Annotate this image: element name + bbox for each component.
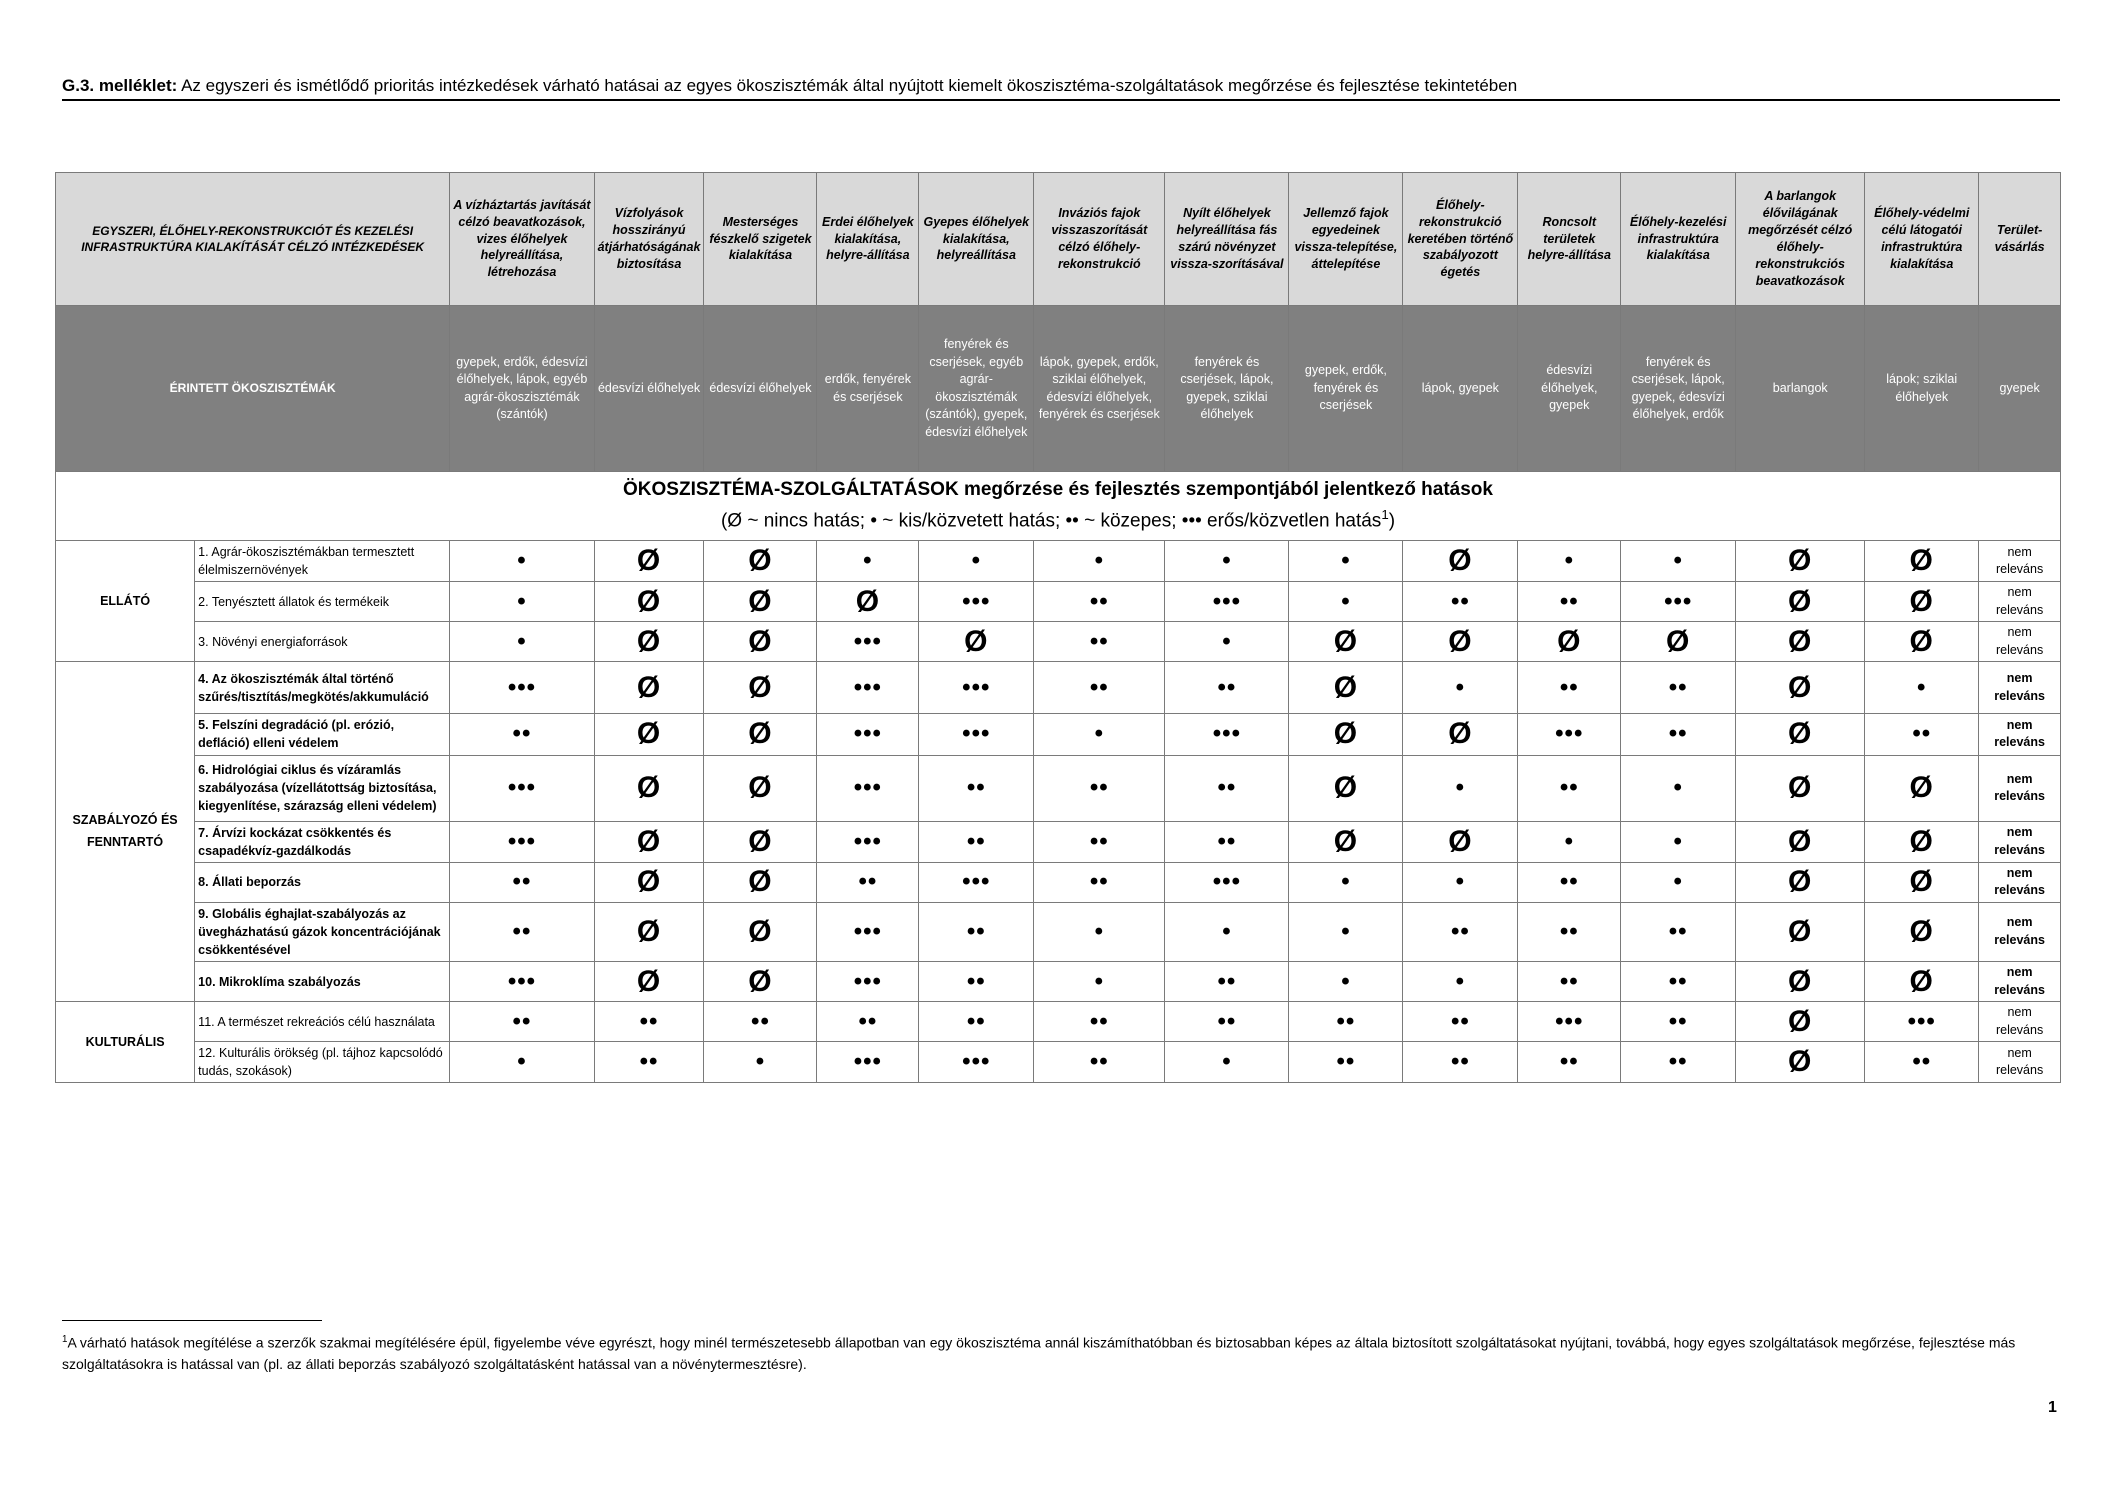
impact-cell: Ø xyxy=(1403,714,1518,755)
measure-header: Inváziós fajok visszaszorítását célzó élőhely-rekonstrukció xyxy=(1034,173,1165,306)
impact-cell: •• xyxy=(1289,1042,1403,1083)
impact-cell: Ø xyxy=(1289,662,1403,714)
impact-cell: Ø xyxy=(704,541,817,582)
impact-cell: Ø xyxy=(594,662,704,714)
impact-cell: Ø xyxy=(1403,541,1518,582)
service-label: 1. Agrár-ökoszisztémákban termesztett élelmiszernövények xyxy=(195,541,450,582)
impact-cell: Ø xyxy=(1736,662,1865,714)
impact-cell: •• xyxy=(704,1002,817,1042)
impact-cell: •• xyxy=(450,714,594,755)
impact-cell: Ø xyxy=(594,714,704,755)
impact-cell: Ø xyxy=(919,622,1034,662)
impact-cell: • xyxy=(450,622,594,662)
measures-corner-header: EGYSZERI, ÉLŐHELY-REKONSTRUKCIÓT ÉS KEZELÉSI INFRASTRUKTÚRA KIALAKÍTÁSÁT CÉLZÓ INTÉZKEDÉSEK xyxy=(56,173,450,306)
impact-cell: Ø xyxy=(594,755,704,821)
impact-cell: • xyxy=(1289,541,1403,582)
impact-cell: Ø xyxy=(594,582,704,622)
impact-cell: Ø xyxy=(817,582,919,622)
impact-cell: •• xyxy=(450,1002,594,1042)
impact-cell: ••• xyxy=(817,1042,919,1083)
impact-cell: •• xyxy=(1034,1042,1165,1083)
impact-cell: Ø xyxy=(704,662,817,714)
impact-cell: • xyxy=(1289,862,1403,902)
impact-cell: Ø xyxy=(1865,622,1979,662)
service-label: 5. Felszíni degradáció (pl. erózió, defláció) elleni védelem xyxy=(195,714,450,755)
impact-cell: ••• xyxy=(1165,714,1289,755)
impact-cell: •• xyxy=(919,902,1034,961)
impact-cell: •• xyxy=(919,962,1034,1002)
impact-cell: • xyxy=(1403,755,1518,821)
table-row xyxy=(56,821,2061,862)
impact-cell: • xyxy=(1165,622,1289,662)
title-text: Az egyszeri és ismétlődő prioritás intézkedések várható hatásai az egyes ökoszisztémák által nyújtott kiemelt ökoszisztéma-szolgáltatások megőrzése és fejlesztése tekintetében xyxy=(177,76,1518,95)
impact-cell: • xyxy=(1034,541,1165,582)
ecosystem-cell: gyepek, erdők, fenyérek és cserjések xyxy=(1289,306,1403,472)
impact-cell: • xyxy=(1289,962,1403,1002)
table-row xyxy=(56,1002,2061,1042)
impact-cell: Ø xyxy=(1518,622,1621,662)
impact-cell: ••• xyxy=(919,662,1034,714)
impact-cell: ••• xyxy=(817,714,919,755)
table-row xyxy=(56,902,2061,961)
title-lead: G.3. melléklet: xyxy=(62,76,178,95)
impact-cell: nem releváns xyxy=(1979,962,2061,1002)
measure-header: Terület-vásárlás xyxy=(1979,173,2061,306)
ecosystem-cell: lápok, gyepek xyxy=(1403,306,1518,472)
table-row xyxy=(56,962,2061,1002)
impact-cell: • xyxy=(1621,541,1736,582)
impact-cell: Ø xyxy=(1736,622,1865,662)
impact-cell: Ø xyxy=(1865,582,1979,622)
impact-cell: •• xyxy=(1518,582,1621,622)
impact-cell: Ø xyxy=(1736,862,1865,902)
impact-cell: ••• xyxy=(817,821,919,862)
legend-banner xyxy=(56,472,2061,541)
table-row xyxy=(56,714,2061,755)
measure-header: Gyepes élőhelyek kialakítása, helyreállítása xyxy=(919,173,1034,306)
impact-cell: Ø xyxy=(1865,821,1979,862)
impact-cell: • xyxy=(450,582,594,622)
impact-cell: •• xyxy=(1034,755,1165,821)
impact-cell: Ø xyxy=(704,902,817,961)
impact-cell: Ø xyxy=(1865,962,1979,1002)
impact-cell: •• xyxy=(1034,622,1165,662)
impact-cell: •• xyxy=(1621,962,1736,1002)
impact-cell: ••• xyxy=(817,902,919,961)
page-title xyxy=(62,76,2060,101)
impact-cell: •• xyxy=(1518,902,1621,961)
impact-cell: • xyxy=(704,1042,817,1083)
impact-cell: •• xyxy=(1165,821,1289,862)
service-label: 2. Tenyésztett állatok és termékeik xyxy=(195,582,450,622)
impact-cell: •• xyxy=(1518,662,1621,714)
measure-header: Nyílt élőhelyek helyreállítása fás szárú növényzet vissza-szorításával xyxy=(1165,173,1289,306)
impact-cell: Ø xyxy=(594,622,704,662)
service-label: 8. Állati beporzás xyxy=(195,862,450,902)
impact-cell: • xyxy=(1165,1042,1289,1083)
ecosystem-cell: édesvízi élőhelyek xyxy=(704,306,817,472)
impact-cell: Ø xyxy=(704,962,817,1002)
impact-cell: ••• xyxy=(919,1042,1034,1083)
footnote-marker: 1 xyxy=(62,1334,68,1345)
impact-cell: ••• xyxy=(1518,714,1621,755)
impact-cell: • xyxy=(1865,662,1979,714)
impact-cell: ••• xyxy=(1518,1002,1621,1042)
table-row xyxy=(56,622,2061,662)
impact-cell: ••• xyxy=(450,662,594,714)
measure-header: Mesterséges fészkelő szigetek kialakítása xyxy=(704,173,817,306)
ecosystem-cell: fenyérek és cserjések, egyéb agrár-ökoszisztémák (szántók), gyepek, édesvízi élőhelyek xyxy=(919,306,1034,472)
ecosystem-cell: barlangok xyxy=(1736,306,1865,472)
service-group-label: SZABÁLYOZÓ ÉS FENNTARTÓ xyxy=(56,662,195,1002)
impact-cell: Ø xyxy=(1736,1042,1865,1083)
service-label: 9. Globális éghajlat-szabályozás az üvegházhatású gázok koncentrációjának csökkentésével xyxy=(195,902,450,961)
footnote-text: A várható hatások megítélése a szerzők szakmai megítélésére épül, figyelembe véve egyrészt, hogy minél természetesebb állapotban van egy ökoszisztéma annál kiszámíthatóbban és biztosabban képes az általa biztosított szolgáltatásokat nyújtani, továbbá, hogy egyes szolgáltatások megőrzése, fejlesztése más szolgáltatásokra is hatással van (pl. az állati beporzás szabályozó szolgáltatásként hatással van a növénytermesztésre). xyxy=(62,1334,2016,1373)
impact-cell: Ø xyxy=(704,755,817,821)
impact-cell: •• xyxy=(594,1002,704,1042)
impact-cell: • xyxy=(817,541,919,582)
measure-header: A vízháztartás javítását célzó beavatkozások, vizes élőhelyek helyreállítása, létrehozása xyxy=(450,173,594,306)
impact-cell: ••• xyxy=(919,714,1034,755)
ecosystem-cell: gyepek xyxy=(1979,306,2061,472)
impact-cell: •• xyxy=(1621,662,1736,714)
impact-cell: •• xyxy=(1621,1042,1736,1083)
impact-cell: • xyxy=(1165,541,1289,582)
impact-cell: Ø xyxy=(594,902,704,961)
impact-cell: • xyxy=(1621,755,1736,821)
impact-cell: Ø xyxy=(704,622,817,662)
impact-cell: • xyxy=(450,541,594,582)
table-row xyxy=(56,582,2061,622)
impact-cell: Ø xyxy=(1403,821,1518,862)
impact-cell: •• xyxy=(1621,714,1736,755)
impact-cell: Ø xyxy=(704,714,817,755)
impact-cell: • xyxy=(1403,662,1518,714)
impact-cell: Ø xyxy=(704,582,817,622)
legend-banner-row xyxy=(56,472,2061,541)
impact-cell: ••• xyxy=(450,755,594,821)
impact-cell: •• xyxy=(919,821,1034,862)
measure-header: Roncsolt területek helyre-állítása xyxy=(1518,173,1621,306)
impact-cell: ••• xyxy=(919,582,1034,622)
impact-cell: nem releváns xyxy=(1979,862,2061,902)
impact-cell: •• xyxy=(1403,582,1518,622)
table-row xyxy=(56,1042,2061,1083)
impact-cell: Ø xyxy=(1865,541,1979,582)
banner-legend-close: ) xyxy=(1388,510,1396,532)
impact-cell: Ø xyxy=(1736,1002,1865,1042)
footnote-rule xyxy=(62,1320,322,1321)
impact-cell: •• xyxy=(1165,1002,1289,1042)
impact-cell: ••• xyxy=(817,962,919,1002)
ecosystem-cell: édesvízi élőhelyek, gyepek xyxy=(1518,306,1621,472)
impact-cell: •• xyxy=(1403,1042,1518,1083)
impact-cell: Ø xyxy=(704,862,817,902)
impact-cell: nem releváns xyxy=(1979,1002,2061,1042)
impact-cell: nem releváns xyxy=(1979,541,2061,582)
impact-cell: Ø xyxy=(1865,862,1979,902)
impact-cell: • xyxy=(1621,862,1736,902)
impact-cell: Ø xyxy=(1736,541,1865,582)
footnote xyxy=(62,1332,2052,1376)
impact-cell: ••• xyxy=(450,962,594,1002)
measure-header: Élőhely-rekonstrukció keretében történő szabályozott égetés xyxy=(1403,173,1518,306)
impact-cell: •• xyxy=(1403,1002,1518,1042)
impact-cell: • xyxy=(1621,821,1736,862)
impact-cell: nem releváns xyxy=(1979,821,2061,862)
impact-cell: • xyxy=(919,541,1034,582)
table-row xyxy=(56,541,2061,582)
impact-cell: •• xyxy=(1034,862,1165,902)
service-label: 12. Kulturális örökség (pl. tájhoz kapcsolódó tudás, szokások) xyxy=(195,1042,450,1083)
impact-cell: Ø xyxy=(1736,714,1865,755)
ecosystem-cell: gyepek, erdők, édesvízi élőhelyek, lápok, egyéb agrár-ökoszisztémák (szántók) xyxy=(450,306,594,472)
impact-cell: •• xyxy=(1289,1002,1403,1042)
impact-cell: Ø xyxy=(1865,902,1979,961)
impact-cell: ••• xyxy=(1165,862,1289,902)
service-label: 3. Növényi energiaforrások xyxy=(195,622,450,662)
banner-title: ÖKOSZISZTÉMA-SZOLGÁLTATÁSOK megőrzése és fejlesztés szempontjából jelentkező hatások xyxy=(623,479,1493,501)
measure-header: Jellemző fajok egyedeinek vissza-telepítése, áttelepítése xyxy=(1289,173,1403,306)
impact-cell: ••• xyxy=(1621,582,1736,622)
impact-cell: Ø xyxy=(594,821,704,862)
ecosystem-cell: lápok; sziklai élőhelyek xyxy=(1865,306,1979,472)
measure-header: Erdei élőhelyek kialakítása, helyre-állítása xyxy=(817,173,919,306)
table-row xyxy=(56,662,2061,714)
impact-cell: •• xyxy=(1403,902,1518,961)
impact-cell: nem releváns xyxy=(1979,622,2061,662)
impact-cell: nem releváns xyxy=(1979,714,2061,755)
service-label: 4. Az ökoszisztémák által történő szűrés/tisztítás/megkötés/akkumuláció xyxy=(195,662,450,714)
impact-cell: •• xyxy=(1518,1042,1621,1083)
impact-cell: Ø xyxy=(594,541,704,582)
measure-header-row xyxy=(56,173,2061,306)
impact-cell: Ø xyxy=(1621,622,1736,662)
impact-cell: Ø xyxy=(1289,755,1403,821)
measure-header: Élőhely-kezelési infrastruktúra kialakítása xyxy=(1621,173,1736,306)
impact-cell: Ø xyxy=(1736,755,1865,821)
impact-cell: •• xyxy=(1865,1042,1979,1083)
impact-cell: Ø xyxy=(1865,755,1979,821)
ecosystem-cell: édesvízi élőhelyek xyxy=(594,306,704,472)
impact-cell: ••• xyxy=(817,662,919,714)
impact-cell: Ø xyxy=(1289,821,1403,862)
table-row xyxy=(56,755,2061,821)
impact-cell: • xyxy=(1165,902,1289,961)
impact-cell: Ø xyxy=(594,962,704,1002)
impact-cell: •• xyxy=(1165,755,1289,821)
impact-cell: Ø xyxy=(1736,582,1865,622)
impact-cell: ••• xyxy=(450,821,594,862)
banner-legend-text: (Ø ~ nincs hatás; • ~ kis/közvetett hatás; •• ~ közepes; ••• erős/közvetlen hatás xyxy=(720,510,1382,532)
impact-cell: Ø xyxy=(704,821,817,862)
service-group-label: ELLÁTÓ xyxy=(56,541,195,662)
impact-cell: •• xyxy=(1165,962,1289,1002)
impact-cell: •• xyxy=(1034,662,1165,714)
impact-cell: nem releváns xyxy=(1979,582,2061,622)
impact-cell: •• xyxy=(1034,582,1165,622)
ecosystem-cell: erdők, fenyérek és cserjések xyxy=(817,306,919,472)
impact-cell: •• xyxy=(1865,714,1979,755)
impact-cell: •• xyxy=(919,1002,1034,1042)
impact-cell: • xyxy=(1034,962,1165,1002)
impact-cell: •• xyxy=(1621,1002,1736,1042)
impact-cell: • xyxy=(1034,902,1165,961)
impact-cell: • xyxy=(1403,862,1518,902)
impact-cell: • xyxy=(450,1042,594,1083)
impact-cell: •• xyxy=(1165,662,1289,714)
impact-cell: •• xyxy=(817,862,919,902)
impact-cell: •• xyxy=(1621,902,1736,961)
service-label: 7. Árvízi kockázat csökkentés és csapadékvíz-gazdálkodás xyxy=(195,821,450,862)
impact-cell: ••• xyxy=(919,862,1034,902)
impact-cell: ••• xyxy=(1165,582,1289,622)
ecosystem-cell: fenyérek és cserjések, lápok, gyepek, sziklai élőhelyek xyxy=(1165,306,1289,472)
measure-header: Vízfolyások hosszirányú átjárhatóságának biztosítása xyxy=(594,173,704,306)
impact-cell: •• xyxy=(1518,755,1621,821)
banner-legend xyxy=(59,505,2057,536)
impact-table xyxy=(55,172,2061,1083)
impact-cell: nem releváns xyxy=(1979,662,2061,714)
impact-cell: Ø xyxy=(1736,902,1865,961)
impact-cell: •• xyxy=(450,902,594,961)
impact-cell: nem releváns xyxy=(1979,902,2061,961)
measure-header: A barlangok élővilágának megőrzését célzó élőhely-rekonstrukciós beavatkozások xyxy=(1736,173,1865,306)
impact-cell: • xyxy=(1403,962,1518,1002)
impact-cell: Ø xyxy=(1736,962,1865,1002)
impact-cell: Ø xyxy=(1403,622,1518,662)
service-label: 10. Mikroklíma szabályozás xyxy=(195,962,450,1002)
impact-cell: •• xyxy=(450,862,594,902)
banner-footnote-marker: 1 xyxy=(1381,506,1389,522)
ecosystem-cell: lápok, gyepek, erdők, sziklai élőhelyek, édesvízi élőhelyek, fenyérek és cserjések xyxy=(1034,306,1165,472)
impact-cell: Ø xyxy=(1289,714,1403,755)
impact-cell: • xyxy=(1289,582,1403,622)
impact-cell: ••• xyxy=(817,622,919,662)
impact-cell: nem releváns xyxy=(1979,755,2061,821)
impact-cell: Ø xyxy=(594,862,704,902)
service-label: 11. A természet rekreációs célú használata xyxy=(195,1002,450,1042)
impact-cell: •• xyxy=(1034,821,1165,862)
impact-cell: Ø xyxy=(1736,821,1865,862)
service-label: 6. Hidrológiai ciklus és vízáramlás szabályozása (vízellátottság biztosítása, kiegyenlítése, szárazság elleni védelem) xyxy=(195,755,450,821)
ecosystem-row xyxy=(56,306,2061,472)
impact-cell: •• xyxy=(1034,1002,1165,1042)
impact-cell: •• xyxy=(594,1042,704,1083)
impact-cell: nem releváns xyxy=(1979,1042,2061,1083)
impact-cell: ••• xyxy=(1865,1002,1979,1042)
measure-header: Élőhely-védelmi célú látogatói infrastruktúra kialakítása xyxy=(1865,173,1979,306)
impact-cell: •• xyxy=(817,1002,919,1042)
impact-cell: • xyxy=(1518,541,1621,582)
impact-cell: •• xyxy=(1518,962,1621,1002)
impact-cell: ••• xyxy=(817,755,919,821)
table-row xyxy=(56,862,2061,902)
impact-cell: Ø xyxy=(1289,622,1403,662)
impact-cell: • xyxy=(1518,821,1621,862)
impact-cell: •• xyxy=(919,755,1034,821)
impact-cell: • xyxy=(1289,902,1403,961)
service-group-label: KULTURÁLIS xyxy=(56,1002,195,1083)
impact-cell: • xyxy=(1034,714,1165,755)
ecosystems-corner-header: ÉRINTETT ÖKOSZISZTÉMÁK xyxy=(56,306,450,472)
impact-cell: •• xyxy=(1518,862,1621,902)
page-number: 1 xyxy=(2048,1399,2057,1416)
ecosystem-cell: fenyérek és cserjések, lápok, gyepek, édesvízi élőhelyek, erdők xyxy=(1621,306,1736,472)
